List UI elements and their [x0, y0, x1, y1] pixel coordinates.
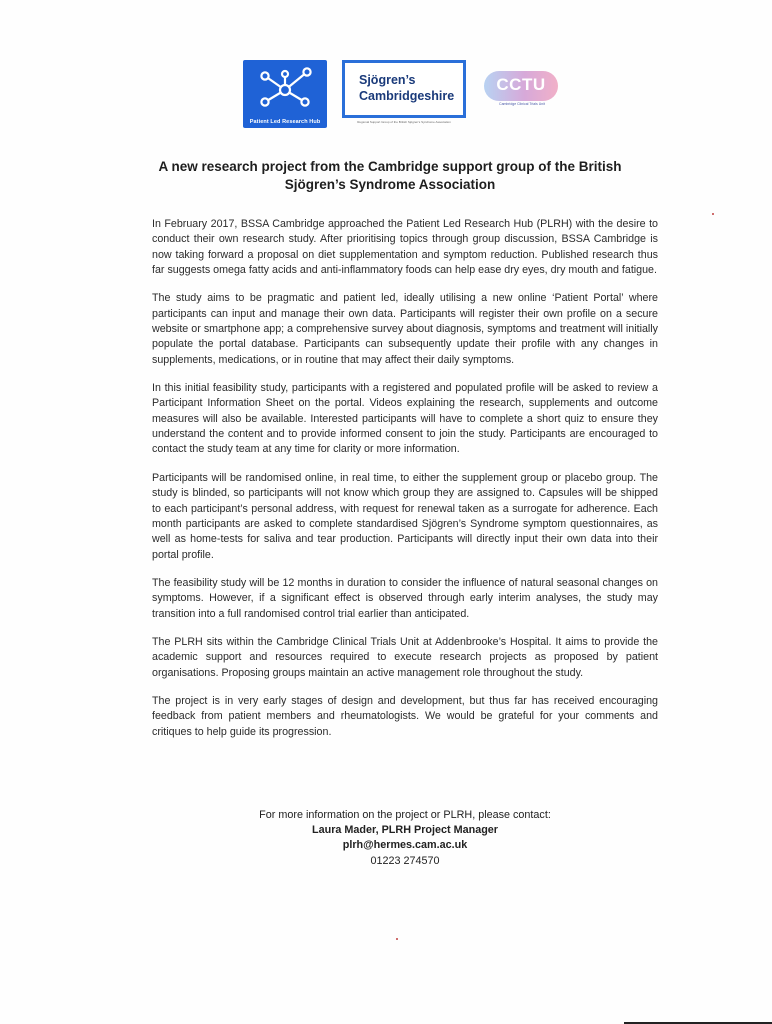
sjogrens-logo-subtitle: Regional Support Group of the British Sjögren's Syndrome Association: [357, 120, 451, 124]
contact-block: [200, 808, 610, 869]
cctu-logo-mark: CCTU: [496, 75, 546, 94]
paragraph-plrh: The PLRH sits within the Cambridge Clinical Trials Unit at Addenbrooke’s Hospital. It aims to provide the academic support and resources required to execute research projects as proposed by patient organisations. Proposing groups maintain an active management role throughout the study.: [152, 635, 658, 679]
plrh-logo: [243, 60, 327, 128]
cctu-logo-subtitle: Cambridge Clinical Trials Unit: [499, 102, 545, 106]
scan-speck: [712, 213, 714, 215]
cctu-logo: [482, 71, 558, 105]
sjogrens-logo-line1: Sjögren’s: [359, 73, 416, 87]
contact-email: plrh@hermes.cam.ac.uk: [342, 839, 468, 852]
network-nodes-icon: [253, 64, 317, 110]
paragraph-progress: The project is in very early stages of design and development, but thus far has received encouraging feedback from patient members and rheumatologists. We would be grateful for your comments and critiques to help guide its progression.: [152, 694, 658, 738]
sjogrens-logo-line2: Cambridgeshire: [359, 89, 455, 103]
plrh-logo-caption: Patient Led Research Hub: [249, 119, 321, 125]
document-title: A new research project from the Cambridge support group of the British Sjögren’s Syndrome Association: [158, 159, 622, 192]
paragraph-intro: In February 2017, BSSA Cambridge approached the Patient Led Research Hub (PLRH) with the desire to conduct their own research study. After prioritising topics through group discussion, BSSA Cambridge is now taking forward a proposal on diet supplementation and symptom reduction. Published research thus far suggests omega fatty acids and anti-inflammatory foods can help ease dry eyes, dry mouth and fatigue.: [152, 218, 658, 277]
paragraph-randomisation: Participants will be randomised online, in real time, to either the supplement group or placebo group. The study is blinded, so participants will not know which group they are assigned to. Capsules will be shipped to each participant’s personal address, with request for renewal taken as a surrogate for adherence. Each month participants are asked to complete standardised Sjögren’s Syndrome symptom questionnaires, as well as home-tests for saliva and tear production. Participants will directly input their own data into their portal profile.: [152, 471, 658, 561]
contact-phone: 01223 274570: [370, 854, 440, 867]
scan-speck: [396, 938, 398, 940]
paragraph-study-aims: The study aims to be pragmatic and patient led, ideally utilising a new online ‘Patient Portal’ where participants can input and manage their own data. Participants will register their own profile on a secure website or smartphone app; a comprehensive survey about diagnosis, symptoms and treatment will initially populate the portal database. Participants can subsequently update their profile with any changes in supplements, medications, or in routine that may affect their daily symptoms.: [152, 292, 658, 366]
paragraph-feasibility: In this initial feasibility study, participants with a registered and populated profile will be asked to review a Participant Information Sheet on the portal. Videos explaining the research, supplements and outcome measures will also be available. Interested participants will have to complete a short quiz to ensure they understand the content and to provide informed consent to join the study. Participants are encouraged to contact the study team at any time for clarity or more information.: [152, 382, 658, 456]
sjogrens-cambridgeshire-logo: [342, 60, 466, 118]
contact-name: Laura Mader, PLRH Project Manager: [312, 824, 498, 837]
paragraph-duration: The feasibility study will be 12 months in duration to consider the influence of natural seasonal changes on symptoms. However, if a significant effect is observed through early interim analyses, the study may transition into a full randomised control trial earlier than anticipated.: [152, 576, 658, 620]
document-body: [152, 217, 658, 753]
contact-intro: For more information on the project or PLRH, please contact:: [259, 809, 551, 821]
